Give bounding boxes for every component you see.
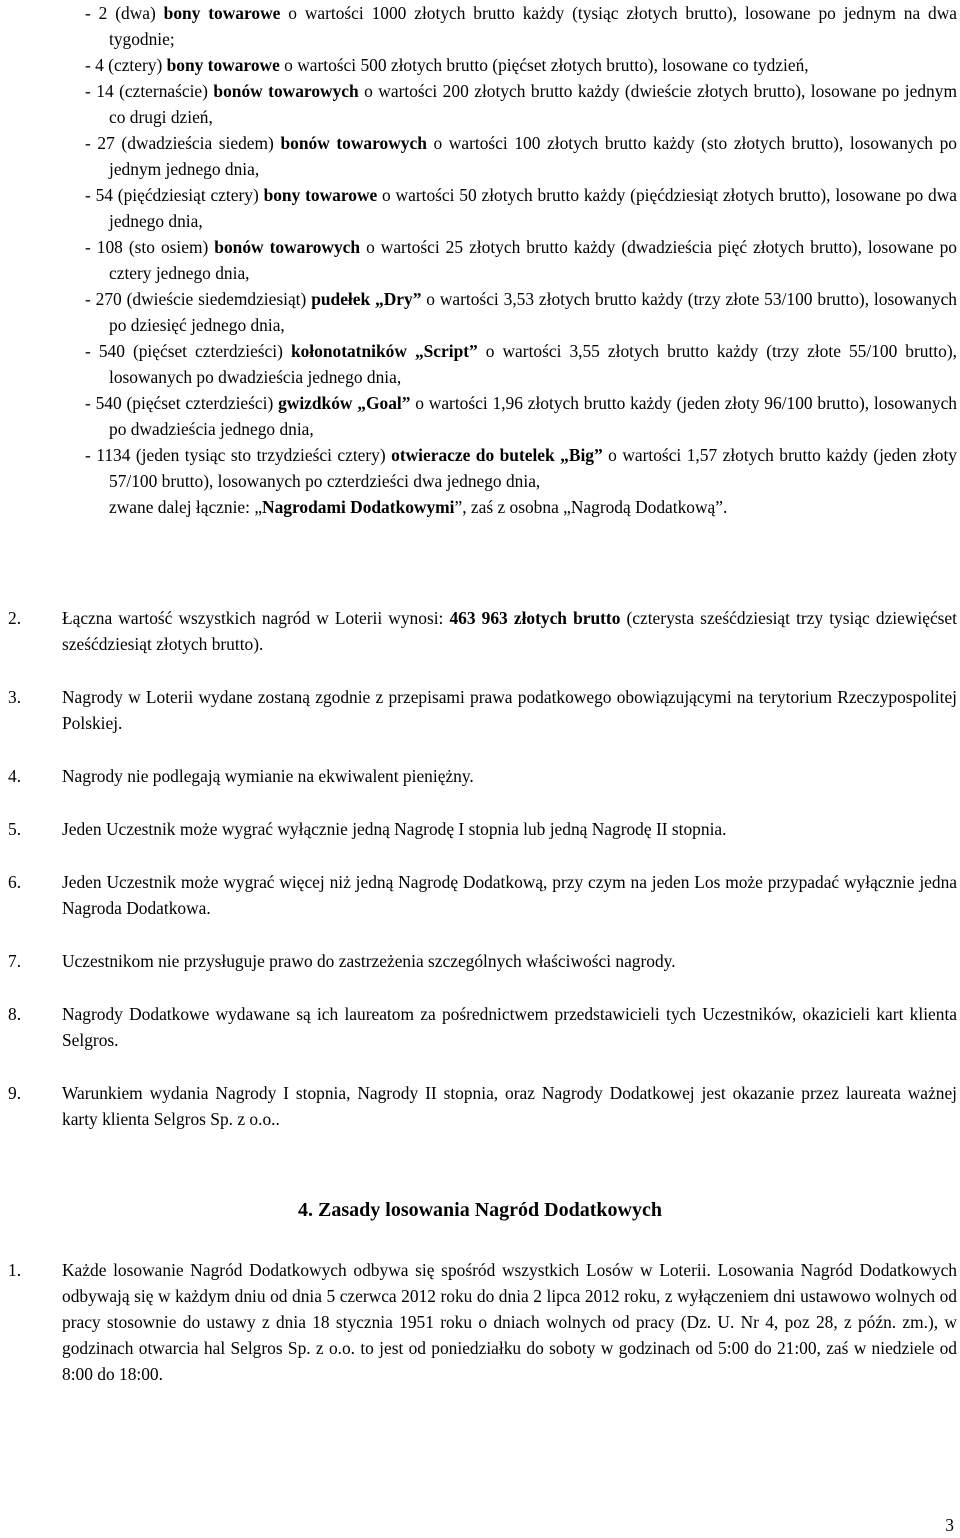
text-run: zwane dalej łącznie: „ bbox=[109, 497, 263, 517]
prize-item bbox=[85, 182, 957, 234]
bold-text: otwieracze do butelek „Big” bbox=[391, 445, 603, 465]
bold-text: Nagrodami Dodatkowymi bbox=[262, 497, 455, 517]
rule-text bbox=[62, 1083, 957, 1129]
text-run: Jeden Uczestnik może wygrać wyłącznie jedną Nagrodę I stopnia lub jedną Nagrodę II stopnia. bbox=[62, 819, 727, 839]
bold-text: pudełek „Dry” bbox=[311, 289, 422, 309]
prize-item bbox=[85, 442, 957, 494]
text-run: o wartości 100 złotych brutto każdy (sto złotych brutto), losowanych po jednym jednego dnia, bbox=[109, 133, 958, 179]
text-run: ”, zaś z osobna „Nagrodą Dodatkową”. bbox=[454, 497, 728, 517]
prize-item bbox=[85, 130, 957, 182]
rule-number: 6. bbox=[8, 872, 22, 892]
text-run: - 14 (czternaście) bbox=[85, 81, 214, 101]
text-run: o wartości 500 złotych brutto (pięćset złotych brutto), losowane co tydzień, bbox=[279, 55, 809, 75]
bold-text: bony towarowe bbox=[166, 55, 280, 75]
prize-item bbox=[85, 52, 957, 78]
rule-text bbox=[62, 608, 957, 654]
text-run: Nagrody nie podlegają wymianie na ekwiwalent pieniężny. bbox=[62, 766, 474, 786]
text-run: o wartości 25 złotych brutto każdy (dwadzieścia pięć złotych brutto), losowane po cztery jednego dnia, bbox=[109, 237, 957, 283]
text-run: Nagrody w Loterii wydane zostaną zgodnie z przepisami prawa podatkowego obowiązującymi na terytorium Rzeczypospolitej Polskiej. bbox=[62, 687, 957, 733]
prize-list bbox=[85, 0, 957, 520]
text-run: - 54 (pięćdziesiąt cztery) bbox=[85, 185, 264, 205]
section-heading: 4. Zasady losowania Nagród Dodatkowych bbox=[298, 1199, 662, 1221]
rule-item bbox=[0, 1080, 957, 1132]
text-run: - 2 (dwa) bbox=[85, 3, 164, 23]
rule-text bbox=[62, 951, 676, 971]
prize-collective-name bbox=[85, 494, 957, 520]
text-run: o wartości 1000 złotych brutto każdy (tysiąc złotych brutto), losowane po jednym na dwa tygodnie; bbox=[109, 3, 958, 49]
prize-item bbox=[85, 78, 957, 130]
bold-text: kołonotatników „Script” bbox=[290, 341, 478, 361]
text-run: Uczestnikom nie przysługuje prawo do zastrzeżenia szczególnych właściwości nagrody. bbox=[62, 951, 676, 971]
prize-item bbox=[85, 286, 957, 338]
rules-list bbox=[0, 605, 957, 1159]
rule-item bbox=[0, 816, 957, 842]
text-run: - 540 (pięćset czterdzieści) bbox=[85, 341, 291, 361]
text-run: Jeden Uczestnik może wygrać więcej niż jedną Nagrodę Dodatkową, przy czym na jeden Los może przypadać wyłącznie jedna Nagroda Dodatkowa. bbox=[62, 872, 957, 918]
rule-text bbox=[62, 819, 726, 839]
rule-item bbox=[0, 1001, 957, 1053]
bold-text: gwizdków „Goal” bbox=[278, 393, 411, 413]
prize-item bbox=[85, 390, 957, 442]
rule-item bbox=[0, 869, 957, 921]
section-rules-list bbox=[0, 1257, 957, 1387]
text-run: Każde losowanie Nagród Dodatkowych odbywa się spośród wszystkich Losów w Loterii. Losowania Nagród Dodatkowych odbywają się w każdym dniu od dnia 5 czerwca 2012 roku do dnia 2 lipca 2012 roku, z wyłączeniem dni ustawowo wolnych od pracy stosownie do ustawy z dnia 18 stycznia 1951 roku o dniach wolnych od pracy (Dz. U. Nr 4, poz 28, z późn. zm.), w godzinach otwarcia hal Selgros Sp. z o.o. to jest od poniedziałku do soboty w godzinach od 5:00 do 21:00, zaś w niedziele od 8:00 do 18:00. bbox=[62, 1260, 957, 1384]
prize-item bbox=[85, 0, 957, 52]
text-run: o wartości 50 złotych brutto każdy (pięćdziesiąt złotych brutto), losowane po dwa jednego dnia, bbox=[109, 185, 957, 231]
text-run: o wartości 1,96 złotych brutto każdy (jeden złoty 96/100 brutto), losowanych po dwadzieścia jednego dnia, bbox=[109, 393, 957, 439]
rule-item bbox=[0, 605, 957, 657]
text-run: Nagrody Dodatkowe wydawane są ich laureatom za pośrednictwem przedstawicieli tych Uczestników, okazicieli kart klienta Selgros. bbox=[62, 1004, 957, 1050]
rule-number: 8. bbox=[8, 1004, 22, 1024]
bold-text: bonów towarowych bbox=[280, 133, 427, 153]
rule-item bbox=[0, 948, 957, 974]
rule-number: 3. bbox=[8, 687, 22, 707]
bold-text: bony towarowe bbox=[263, 185, 378, 205]
text-run: Warunkiem wydania Nagrody I stopnia, Nagrody II stopnia, oraz Nagrody Dodatkowej jest okazanie przez laureata ważnej karty klienta Selgros Sp. z o.o.. bbox=[62, 1083, 957, 1129]
rule-item bbox=[0, 684, 957, 736]
text-run: - 1134 (jeden tysiąc sto trzydzieści cztery) bbox=[85, 445, 392, 465]
bold-text: bony towarowe bbox=[163, 3, 281, 23]
text-run: - 540 (pięćset czterdzieści) bbox=[85, 393, 279, 413]
rule-text bbox=[62, 872, 957, 918]
rule-item bbox=[0, 763, 957, 789]
rule-number: 7. bbox=[8, 951, 22, 971]
text-run: o wartości 3,53 złotych brutto każdy (trzy złote 53/100 brutto), losowanych po dziesięć jednego dnia, bbox=[109, 289, 957, 335]
rule-number: 9. bbox=[8, 1083, 22, 1103]
rule-text bbox=[62, 1260, 957, 1384]
text-run: o wartości 3,55 złotych brutto każdy (trzy złote 55/100 brutto), losowanych po dwadzieścia jednego dnia, bbox=[109, 341, 957, 387]
rule-number: 2. bbox=[8, 608, 22, 628]
rule-number: 4. bbox=[8, 766, 22, 786]
text-run: (czterysta sześćdziesiąt trzy tysiąc dziewięćset sześćdziesiąt złotych brutto). bbox=[62, 608, 957, 654]
text-run: - 4 (cztery) bbox=[85, 55, 167, 75]
prize-item bbox=[85, 338, 957, 390]
rule-number: 1. bbox=[8, 1260, 22, 1280]
text-run: - 108 (sto osiem) bbox=[85, 237, 215, 257]
bold-text: bonów towarowych bbox=[213, 81, 359, 101]
text-run: Łączna wartość wszystkich nagród w Loterii wynosi: bbox=[62, 608, 450, 628]
rule-text bbox=[62, 687, 957, 733]
text-run: o wartości 1,57 złotych brutto każdy (jeden złoty 57/100 brutto), losowanych po czterdzieści dwa jednego dnia, bbox=[109, 445, 957, 491]
text-run: - 27 (dwadzieścia siedem) bbox=[85, 133, 281, 153]
rule-number: 5. bbox=[8, 819, 22, 839]
rule-item bbox=[0, 1257, 957, 1387]
page-number: 3 bbox=[945, 1515, 954, 1535]
bold-text: 463 963 złotych brutto bbox=[449, 608, 621, 628]
rule-text bbox=[62, 766, 474, 786]
text-run: - 270 (dwieście siedemdziesiąt) bbox=[85, 289, 312, 309]
bold-text: bonów towarowych bbox=[214, 237, 361, 257]
prize-item bbox=[85, 234, 957, 286]
text-run: o wartości 200 złotych brutto każdy (dwieście złotych brutto), losowane po jednym co drugi dzień, bbox=[109, 81, 957, 127]
rule-text bbox=[62, 1004, 957, 1050]
